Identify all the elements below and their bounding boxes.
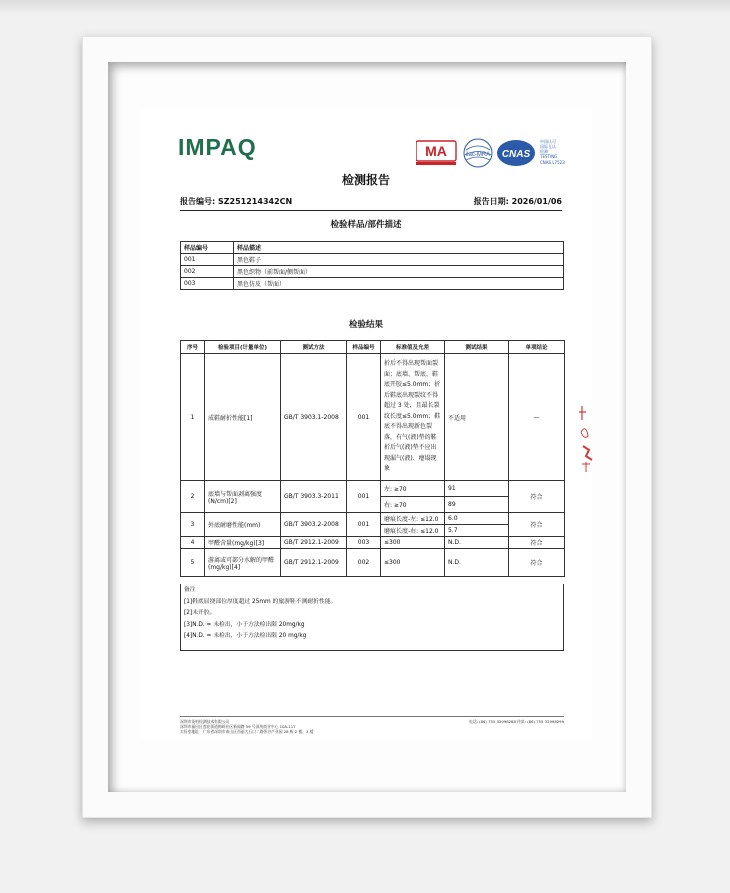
ma-label: MA xyxy=(425,143,447,159)
certification-marks xyxy=(416,138,596,168)
row-number: 1 xyxy=(181,354,205,481)
header-cell: 样品编号 xyxy=(181,242,234,254)
conclusion: — xyxy=(509,354,565,481)
table-header-row xyxy=(181,242,564,254)
test-result: 6.0 xyxy=(445,513,509,525)
header-cell: 单项结论 xyxy=(509,341,565,354)
test-result: N.D. xyxy=(445,549,509,577)
cnas-mark-icon xyxy=(497,140,535,166)
sample-id: 003 xyxy=(347,537,381,549)
report-date: 报告日期: 2026/01/06 xyxy=(473,197,562,206)
report-paper xyxy=(140,108,592,740)
ilac-label: ilac-MRA xyxy=(465,152,491,158)
note-line: [3]N.D. = 未检出，小于方法检出限 20mg/kg xyxy=(184,621,305,628)
sample-id: 002 xyxy=(347,549,381,577)
table-row xyxy=(181,354,565,481)
standard-value: ≤300 xyxy=(381,549,445,577)
cnas-number: CNAS L7523 xyxy=(540,160,565,165)
sample-desc: 黑色仿皮（帮面） xyxy=(234,278,564,290)
header-cell: 标准值及允差 xyxy=(381,341,445,354)
test-method: GB/T 3903.1-2008 xyxy=(281,354,347,481)
standard-value: 右: ≥70 xyxy=(381,497,445,513)
standard-value: 折后不得出现帮面裂面；底墙、帮底、鞋底开胶≤5.0mm；折后鞋底出现裂纹不得超过 3 处，且最长裂纹长度≤5.0mm；鞋底不得出现新色裂落，有气(液)垫的鞋折后气(液)垫不应出现漏气(液)、瘪塌现象 xyxy=(381,354,445,481)
header-cell: 检验项目(计量单位) xyxy=(205,341,281,354)
ma-mark-icon xyxy=(416,141,456,165)
stamp-edge-icon xyxy=(578,404,596,474)
report-number: 报告编号: SZ251214342CN xyxy=(180,197,293,206)
conclusion: 符合 xyxy=(509,537,565,549)
footer-tel: 电话: (86) 755 32998288 xyxy=(469,719,516,724)
test-result: N.D. xyxy=(445,537,509,549)
standard-value: 磨痕长度-左: ≤12.0 xyxy=(381,513,445,525)
results-table xyxy=(180,340,565,577)
footer-lab-address: 实验室地址：广东省深圳市南山区西丽大石口二路智谷产业园 28 栋 2 楼、3 楼 xyxy=(180,729,314,734)
results-section-title: 检验结果 xyxy=(348,320,383,330)
cnas-line-3: 检测 xyxy=(540,149,548,154)
sample-id: 003 xyxy=(181,278,234,290)
header-cell: 样品编号 xyxy=(347,341,381,354)
test-method: GB/T 2912.1-2009 xyxy=(281,537,347,549)
table-row xyxy=(181,537,565,549)
ilac-mra-icon xyxy=(464,139,492,167)
note-line: [2]未开胶。 xyxy=(184,610,216,616)
table-header-row xyxy=(181,341,565,354)
header-cell: 序号 xyxy=(181,341,205,354)
notes-box xyxy=(180,584,564,651)
header-cell: 测试方法 xyxy=(281,341,347,354)
cnas-line-4: TESTING xyxy=(540,154,558,159)
footer-contact xyxy=(469,719,564,724)
row-number: 2 xyxy=(181,481,205,513)
sample-id: 001 xyxy=(347,481,381,513)
wall-shadow xyxy=(0,0,730,14)
sample-id: 002 xyxy=(181,266,234,278)
note-line: [4]N.D. = 未检出，小于方法检出限 20 mg/kg xyxy=(184,633,307,639)
report-footer xyxy=(180,716,564,734)
cnas-line-2: 国际互认 xyxy=(540,144,556,149)
footer-company: 深圳市英柏检测技术有限公司 xyxy=(180,719,230,724)
conclusion: 符合 xyxy=(509,481,565,513)
header-cell: 测试结果 xyxy=(445,341,509,354)
footer-fax: 传真: (86) 755 32998299 xyxy=(517,719,564,724)
note-line: [1]鞋底屈挠部位厚度超过 25mm 的旅游鞋不测耐折性能。 xyxy=(184,598,337,605)
sample-id: 001 xyxy=(347,354,381,481)
table-row xyxy=(181,254,564,266)
test-result: 89 xyxy=(445,497,509,513)
samples-table xyxy=(180,241,564,290)
notes-title: 备注 xyxy=(184,587,196,593)
document-title: 检测报告 xyxy=(341,173,390,187)
conclusion: 符合 xyxy=(509,513,565,537)
row-number: 5 xyxy=(181,549,205,577)
table-row xyxy=(181,513,565,525)
cnas-line-1: 中国认可 xyxy=(540,139,556,144)
sample-id: 001 xyxy=(181,254,234,266)
test-item: 游离或可部分水解的甲醛(mg/kg)[4] xyxy=(205,549,281,577)
sample-desc: 黑色织物（前帮面/侧帮面） xyxy=(234,266,564,278)
company-logo: IMPAQ xyxy=(178,134,257,160)
sample-id: 001 xyxy=(347,513,381,537)
test-item: 成鞋耐折性能[1] xyxy=(205,354,281,481)
standard-value: 磨痕长度-右: ≤12.0 xyxy=(381,525,445,537)
standard-value: ≤300 xyxy=(381,537,445,549)
sample-desc: 黑色鞋子 xyxy=(234,254,564,266)
table-row xyxy=(181,549,565,577)
cnas-label: CNAS xyxy=(501,149,531,160)
row-number: 4 xyxy=(181,537,205,549)
test-method: GB/T 3903.3-2011 xyxy=(281,481,347,513)
test-result: 91 xyxy=(445,481,509,497)
header-cell: 样品描述 xyxy=(234,242,564,254)
test-item: 甲醛含量(mg/kg)[3] xyxy=(205,537,281,549)
row-number: 3 xyxy=(181,513,205,537)
test-item: 底墙与帮面剥离强度(N/cm)[2] xyxy=(205,481,281,513)
footer-address: 深圳市福田区莲花街道梅岭社区新闻路 59 号深茂商业中心 10A-11T xyxy=(180,724,296,729)
table-row xyxy=(181,481,565,497)
test-item: 外底耐磨性能(mm) xyxy=(205,513,281,537)
samples-section-title: 检验样品/部件描述 xyxy=(330,220,402,230)
table-row xyxy=(181,278,564,290)
standard-value: 左: ≥70 xyxy=(381,481,445,497)
test-result: 5.7 xyxy=(445,525,509,537)
table-row xyxy=(181,266,564,278)
conclusion: 符合 xyxy=(509,549,565,577)
cnas-legend xyxy=(539,138,565,165)
test-result: 不适用 xyxy=(445,354,509,481)
test-method: GB/T 2912.1-2009 xyxy=(281,549,347,577)
test-method: GB/T 3903.2-2008 xyxy=(281,513,347,537)
report-meta-row xyxy=(180,196,562,211)
